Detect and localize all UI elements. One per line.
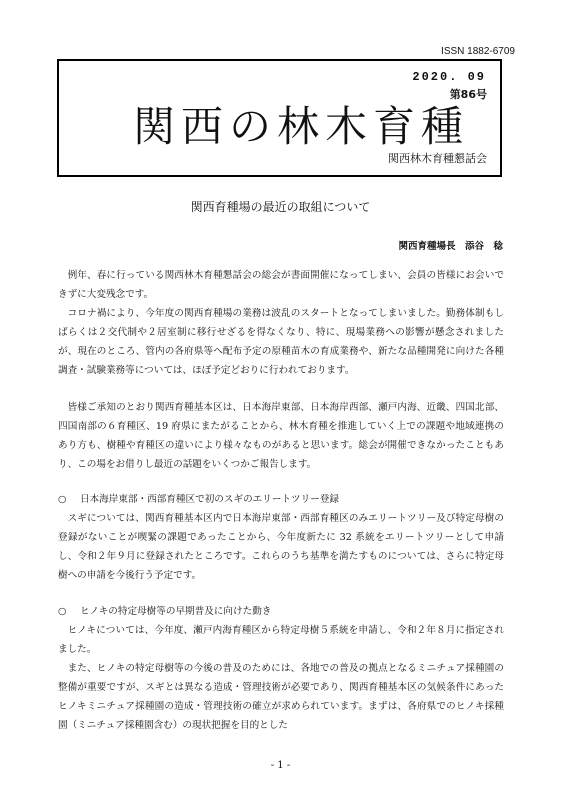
article-title: 関西育種場の最近の取組について bbox=[190, 200, 371, 214]
issue-date: 2020. 09 bbox=[412, 70, 486, 84]
circle-bullet-icon: ○ bbox=[58, 606, 67, 617]
section-body-hinoki-2: また、ヒノキの特定母樹等の今後の普及のためには、各地での普及の拠点となるミニチュア採種園の整備が重要ですが、スギとは異なる造成・管理技術が必要であり、関西育種基本区の気候条件にあったヒノキミニチュア採種園の造成・管理技術の確立が求められています。まずは、各府県でのヒノキ採種園（ミニチュア採種園含む）の現状把握を目的とした bbox=[58, 663, 504, 731]
intro-block bbox=[58, 266, 504, 380]
section-heading-hinoki-text: ヒノキの特定母樹等の早期普及に向けた動き bbox=[80, 606, 272, 617]
intro-paragraph-2: コロナ禍により、今年度の関西育種場の業務は波乱のスタートとなってしまいました。勤務体制もしばらくは２交代制や２居室制に移行せざるを得なくなり、特に、現場業務への影響が懸念されましたが、現在のところ、管内の各府県等へ配布予定の原種苗木の育成業務や、新たな品種開発に向けた各種調査・試験業務等については、ほぼ予定どおりに行われております。 bbox=[58, 308, 504, 376]
section-heading-hinoki bbox=[58, 602, 504, 621]
section-sugi bbox=[58, 490, 504, 585]
section-body-hinoki-1: ヒノキについては、今年度、瀬戸内海育種区から特定母樹５系統を申請し、令和２年８月に指定されました。 bbox=[58, 625, 504, 655]
section-heading-sugi bbox=[58, 490, 504, 509]
overview-paragraph: 皆様ご承知のとおり関西育種基本区は、日本海岸東部、日本海岸西部、瀬戸内海、近畿、四国北部、四国南部の６育種区、19 府県にまたがることから、林木育種を推進していく上での課題や地域連携のあり方も、樹種や育種区の違いにより様々なものがあると思います。総会が開催できなかったこともあり、この場をお借りし最近の話題をいくつかご報告します。 bbox=[58, 402, 504, 470]
section-hinoki bbox=[58, 602, 504, 735]
page-number: - 1 - bbox=[270, 760, 291, 771]
article-author: 関西育種場長 添谷 稔 bbox=[398, 241, 503, 252]
section-body-sugi: スギについては、関西育種基本区内で日本海岸東部・西部育種区のみエリートツリー及び特定母樹の登録がないことが喫緊の課題であったことから、今年度新たに 32 系統をエリートツリーとして申請し、令和２年９月に登録されたところです。これらのうち基準を満たすものについては、さらに特定母樹への申請を今後行う予定です。 bbox=[58, 513, 504, 581]
issue-number: 第86号 bbox=[449, 88, 487, 101]
intro-paragraph-1: 例年、春に行っている関西林木育種懇話会の総会が書面開催になってしまい、会員の皆様にお会いできずに大変残念です。 bbox=[58, 270, 504, 300]
issn-number: ISSN 1882-6709 bbox=[441, 46, 515, 57]
circle-bullet-icon: ○ bbox=[58, 494, 67, 505]
publisher-name: 関西林木育種懇話会 bbox=[388, 152, 487, 165]
newsletter-title: 関西の林木育種 bbox=[133, 102, 470, 151]
masthead bbox=[57, 59, 502, 177]
section-heading-sugi-text: 日本海岸東部・西部育種区で初のスギのエリートツリー登録 bbox=[80, 494, 340, 505]
overview-block bbox=[58, 398, 504, 474]
